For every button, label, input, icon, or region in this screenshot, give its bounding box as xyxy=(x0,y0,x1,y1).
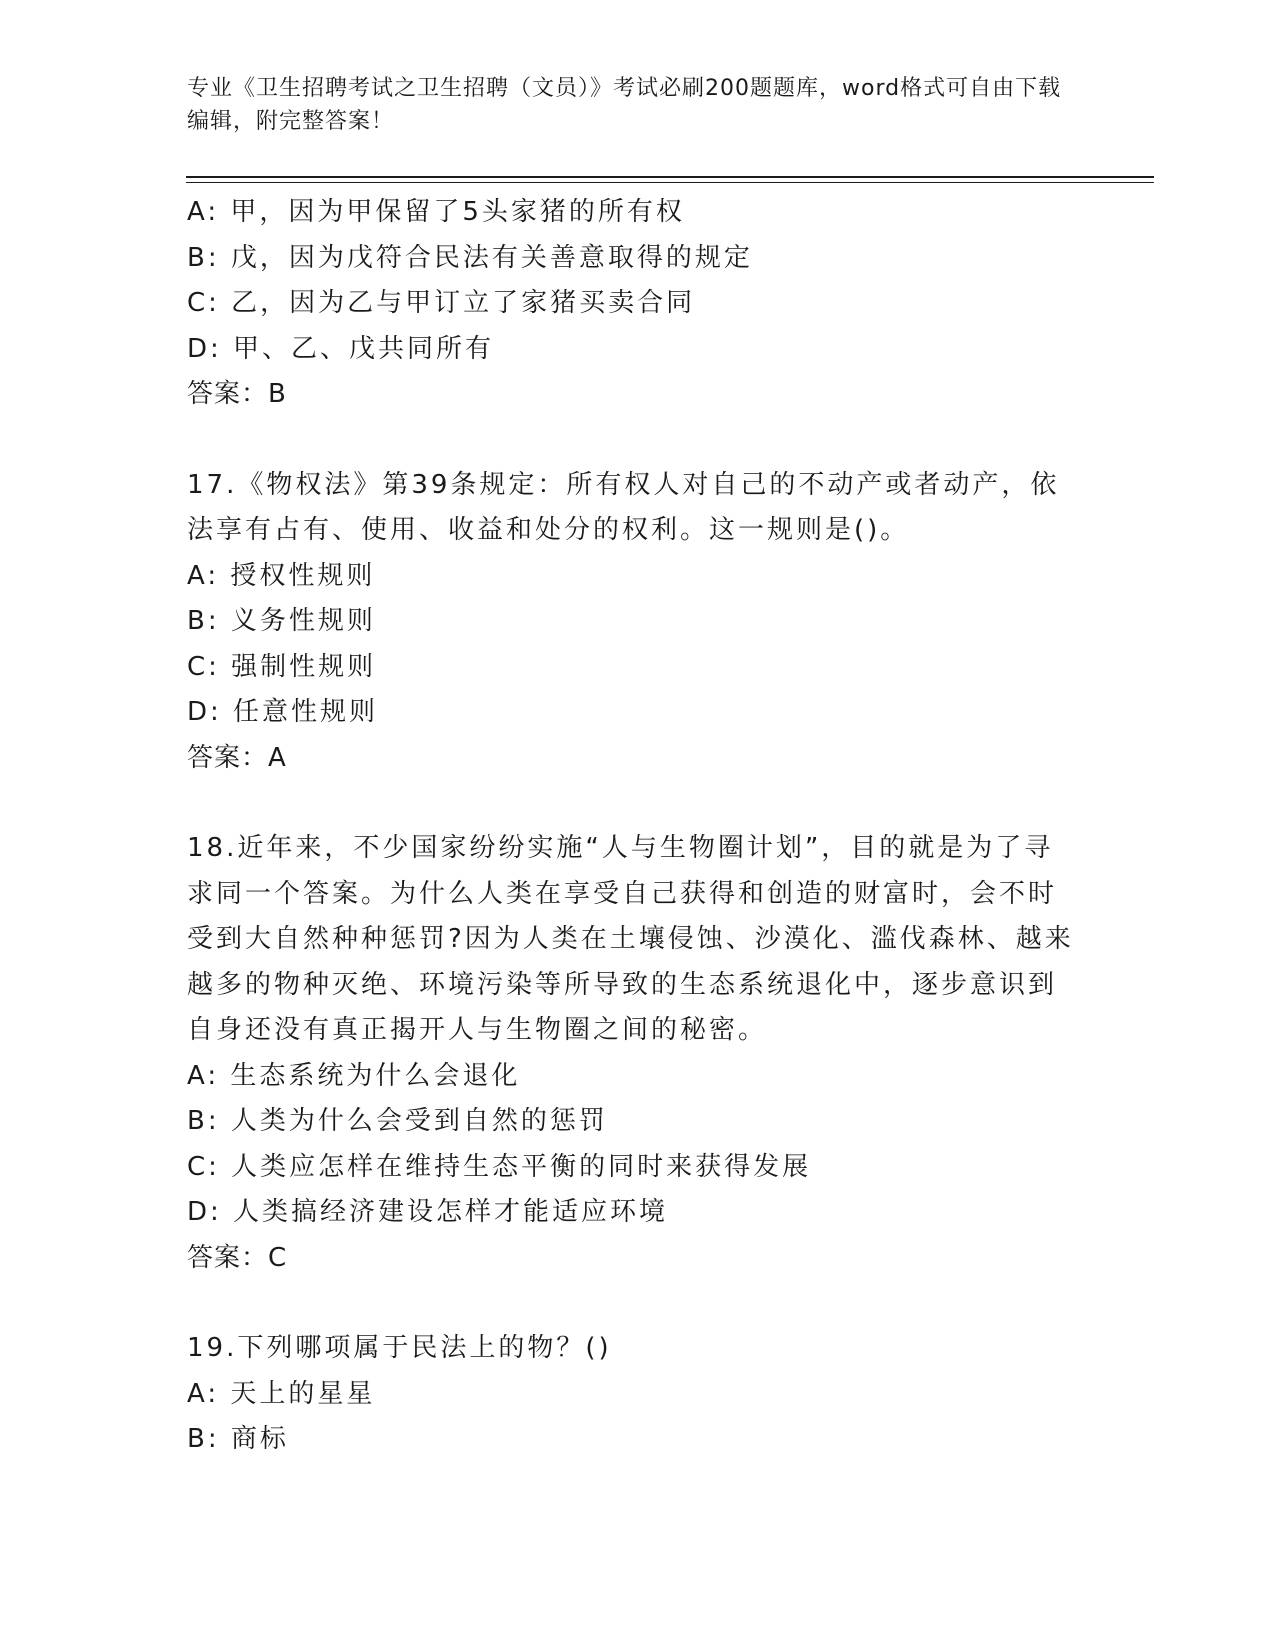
option-a: A: 天上的星星 xyxy=(187,1378,376,1409)
spacer xyxy=(187,418,1087,463)
option-a: A: 生态系统为什么会退化 xyxy=(187,1060,521,1091)
header-rule-thin xyxy=(186,182,1154,183)
question-18 xyxy=(187,826,1087,1281)
option-c: C: 强制性规则 xyxy=(187,651,377,682)
question-stem-line: 自身还没有真正揭开人与生物圈之间的秘密。 xyxy=(187,1015,768,1045)
spacer xyxy=(187,1281,1087,1326)
question-stem-line: 19.下列哪项属于民法上的物？() xyxy=(187,1333,612,1363)
option-d: D: 任意性规则 xyxy=(187,697,379,727)
question-stem-line: 越多的物种灭绝、环境污染等所导致的生态系统退化中，逐步意识到 xyxy=(187,969,1058,1000)
spacer xyxy=(187,781,1087,826)
question-stem-line: 求同一个答案。为什么人类在享受自己获得和创造的财富时，会不时 xyxy=(187,878,1058,909)
question-16 xyxy=(187,190,1087,418)
option-c: C: 人类应怎样在维持生态平衡的同时来获得发展 xyxy=(187,1151,812,1182)
question-17 xyxy=(187,463,1087,782)
document-header xyxy=(187,72,1067,138)
question-19 xyxy=(187,1326,1087,1463)
answer: 答案：A xyxy=(187,742,287,773)
option-d: D: 甲、乙、戊共同所有 xyxy=(187,333,495,364)
question-stem-line: 18.近年来，不少国家纷纷实施“人与生物圈计划”，目的就是为了寻 xyxy=(187,833,1054,863)
question-stem-line: 17.《物权法》第39条规定：所有权人对自己的不动产或者动产，依 xyxy=(187,469,1060,500)
header-rule-thick xyxy=(186,176,1154,178)
option-c: C: 乙，因为乙与甲订立了家猪买卖合同 xyxy=(187,288,696,318)
answer: 答案：B xyxy=(187,379,287,409)
header-text: 专业《卫生招聘考试之卫生招聘（文员）》考试必刷200题题库，word格式可自由下载编辑，附完整答案！ xyxy=(187,76,1062,134)
answer: 答案：C xyxy=(187,1242,288,1273)
option-a: A: 授权性规则 xyxy=(187,560,376,591)
question-list xyxy=(187,190,1087,1463)
option-b: B: 义务性规则 xyxy=(187,606,376,636)
question-stem-line: 受到大自然种种惩罚?因为人类在土壤侵蚀、沙漠化、滥伐森林、越来 xyxy=(187,924,1074,954)
question-stem-line: 法享有占有、使用、收益和处分的权利。这一规则是()。 xyxy=(187,515,910,545)
option-b: B: 人类为什么会受到自然的惩罚 xyxy=(187,1106,608,1136)
option-d: D: 人类搞经济建设怎样才能适应环境 xyxy=(187,1197,669,1227)
option-b: B: 商标 xyxy=(187,1424,289,1454)
option-b: B: 戊，因为戊符合民法有关善意取得的规定 xyxy=(187,242,753,273)
option-a: A: 甲，因为甲保留了5头家猪的所有权 xyxy=(187,197,685,227)
